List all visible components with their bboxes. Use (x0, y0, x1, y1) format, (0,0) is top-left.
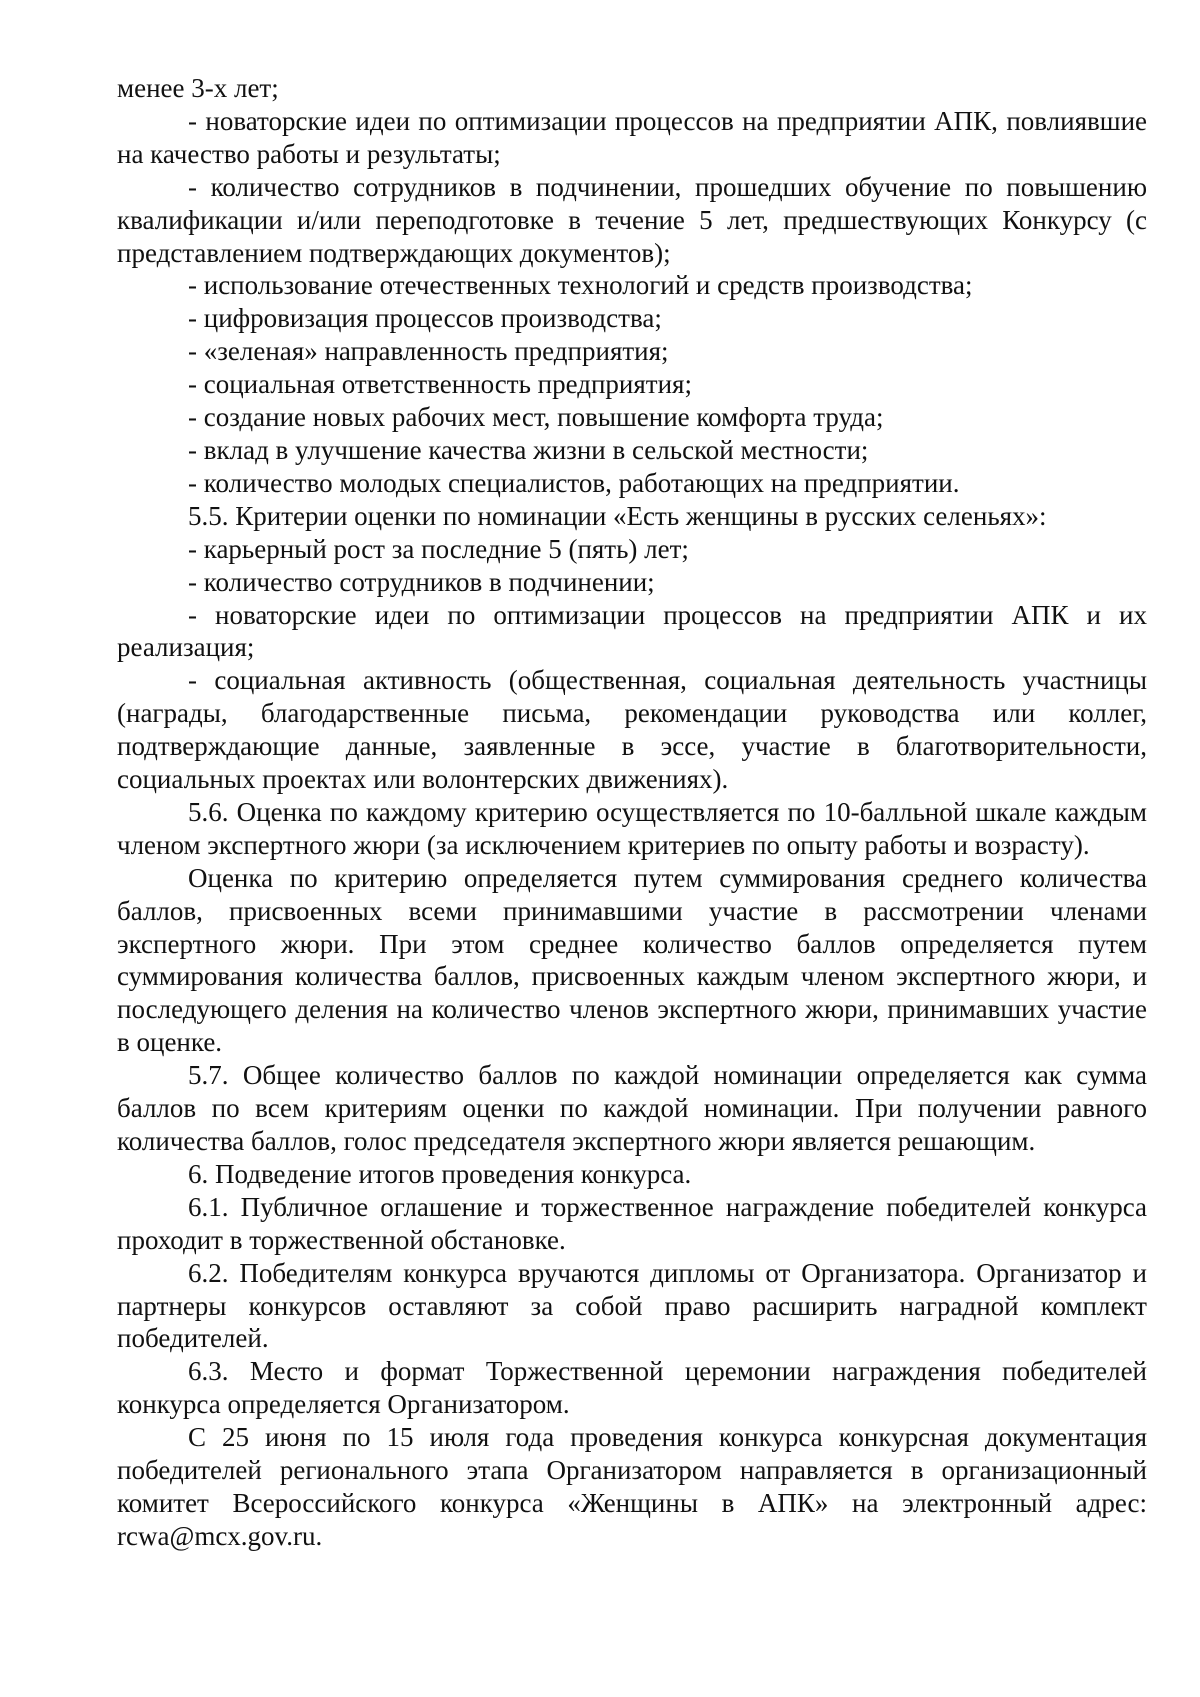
paragraph-1: менее 3-х лет; (117, 73, 279, 103)
paragraph-8: - создание новых рабочих мест, повышение комфорта труда; (188, 402, 884, 433)
paragraph-3: - количество сотрудников в подчинении, прошедших обучение по повышению квалификации и/или переподготовке в течение 5 лет, предшествующих Конкурсу (с представлением подтверждающих документов); (117, 171, 1147, 268)
paragraph-16: 5.6. Оценка по каждому критерию осуществляется по 10-балльной шкале каждым членом экспертного жюри (за исключением критериев по опыту работы и возрасту). (117, 796, 1147, 860)
paragraph-9: - вклад в улучшение качества жизни в сельской местности; (188, 434, 869, 465)
paragraph-22: 6.3. Место и формат Торжественной церемонии награждения победителей конкурса определяется Организатором. (117, 1356, 1147, 1420)
paragraph-19: 6. Подведение итогов проведения конкурса. (188, 1158, 692, 1189)
paragraph-6: - «зеленая» направленность предприятия; (188, 336, 669, 367)
paragraph-17: Оценка по критерию определяется путем суммирования среднего количества баллов, присвоенных всеми принимавшими участие в рассмотрении членами экспертного жюри. При этом среднее количество баллов определяется путем суммирования количества баллов, присвоенных каждым членом экспертного жюри, и последующего деления на количество членов экспертного жюри, принимавших участие в оценке. (117, 862, 1147, 1058)
paragraph-5: - цифровизация процессов производства; (188, 303, 662, 334)
paragraph-21: 6.2. Победителям конкурса вручаются дипломы от Организатора. Организатор и партнеры конкурсов оставляют за собой право расширить наградной комплект победителей. (117, 1257, 1147, 1354)
document-page (117, 72, 1147, 1553)
paragraph-10: - количество молодых специалистов, работающих на предприятии. (188, 467, 960, 498)
paragraph-15: - социальная активность (общественная, социальная деятельность участницы (награды, благодарственные письма, рекомендации руководства или коллег, подтверждающие данные, заявленные в эссе, участие в благотворительности, социальных проектах или волонтерских движениях). (117, 665, 1147, 795)
paragraph-13: - количество сотрудников в подчинении; (188, 566, 655, 597)
paragraph-4: - использование отечественных технологий и средств производства; (188, 270, 973, 301)
paragraph-11: 5.5. Критерии оценки по номинации «Есть женщины в русских селеньях»: (188, 500, 1047, 531)
paragraph-23: С 25 июня по 15 июля года проведения конкурса конкурсная документация победителей регионального этапа Организатором направляется в организационный комитет Всероссийского конкурса «Женщины в АПК» на электронный адрес: rcwa@mcx.gov.ru. (117, 1422, 1147, 1551)
paragraph-18: 5.7. Общее количество баллов по каждой номинации определяется как сумма баллов по всем критериям оценки по каждой номинации. При получении равного количества баллов, голос председателя экспертного жюри является решающим. (117, 1060, 1147, 1156)
paragraph-2: - новаторские идеи по оптимизации процессов на предприятии АПК, повлиявшие на качество работы и результаты; (117, 105, 1147, 169)
paragraph-12: - карьерный рост за последние 5 (пять) лет; (188, 533, 689, 564)
paragraph-14: - новаторские идеи по оптимизации процессов на предприятии АПК и их реализация; (117, 599, 1147, 663)
paragraph-20: 6.1. Публичное оглашение и торжественное награждение победителей конкурса проходит в торжественной обстановке. (117, 1191, 1147, 1255)
paragraph-7: - социальная ответственность предприятия; (188, 369, 692, 400)
